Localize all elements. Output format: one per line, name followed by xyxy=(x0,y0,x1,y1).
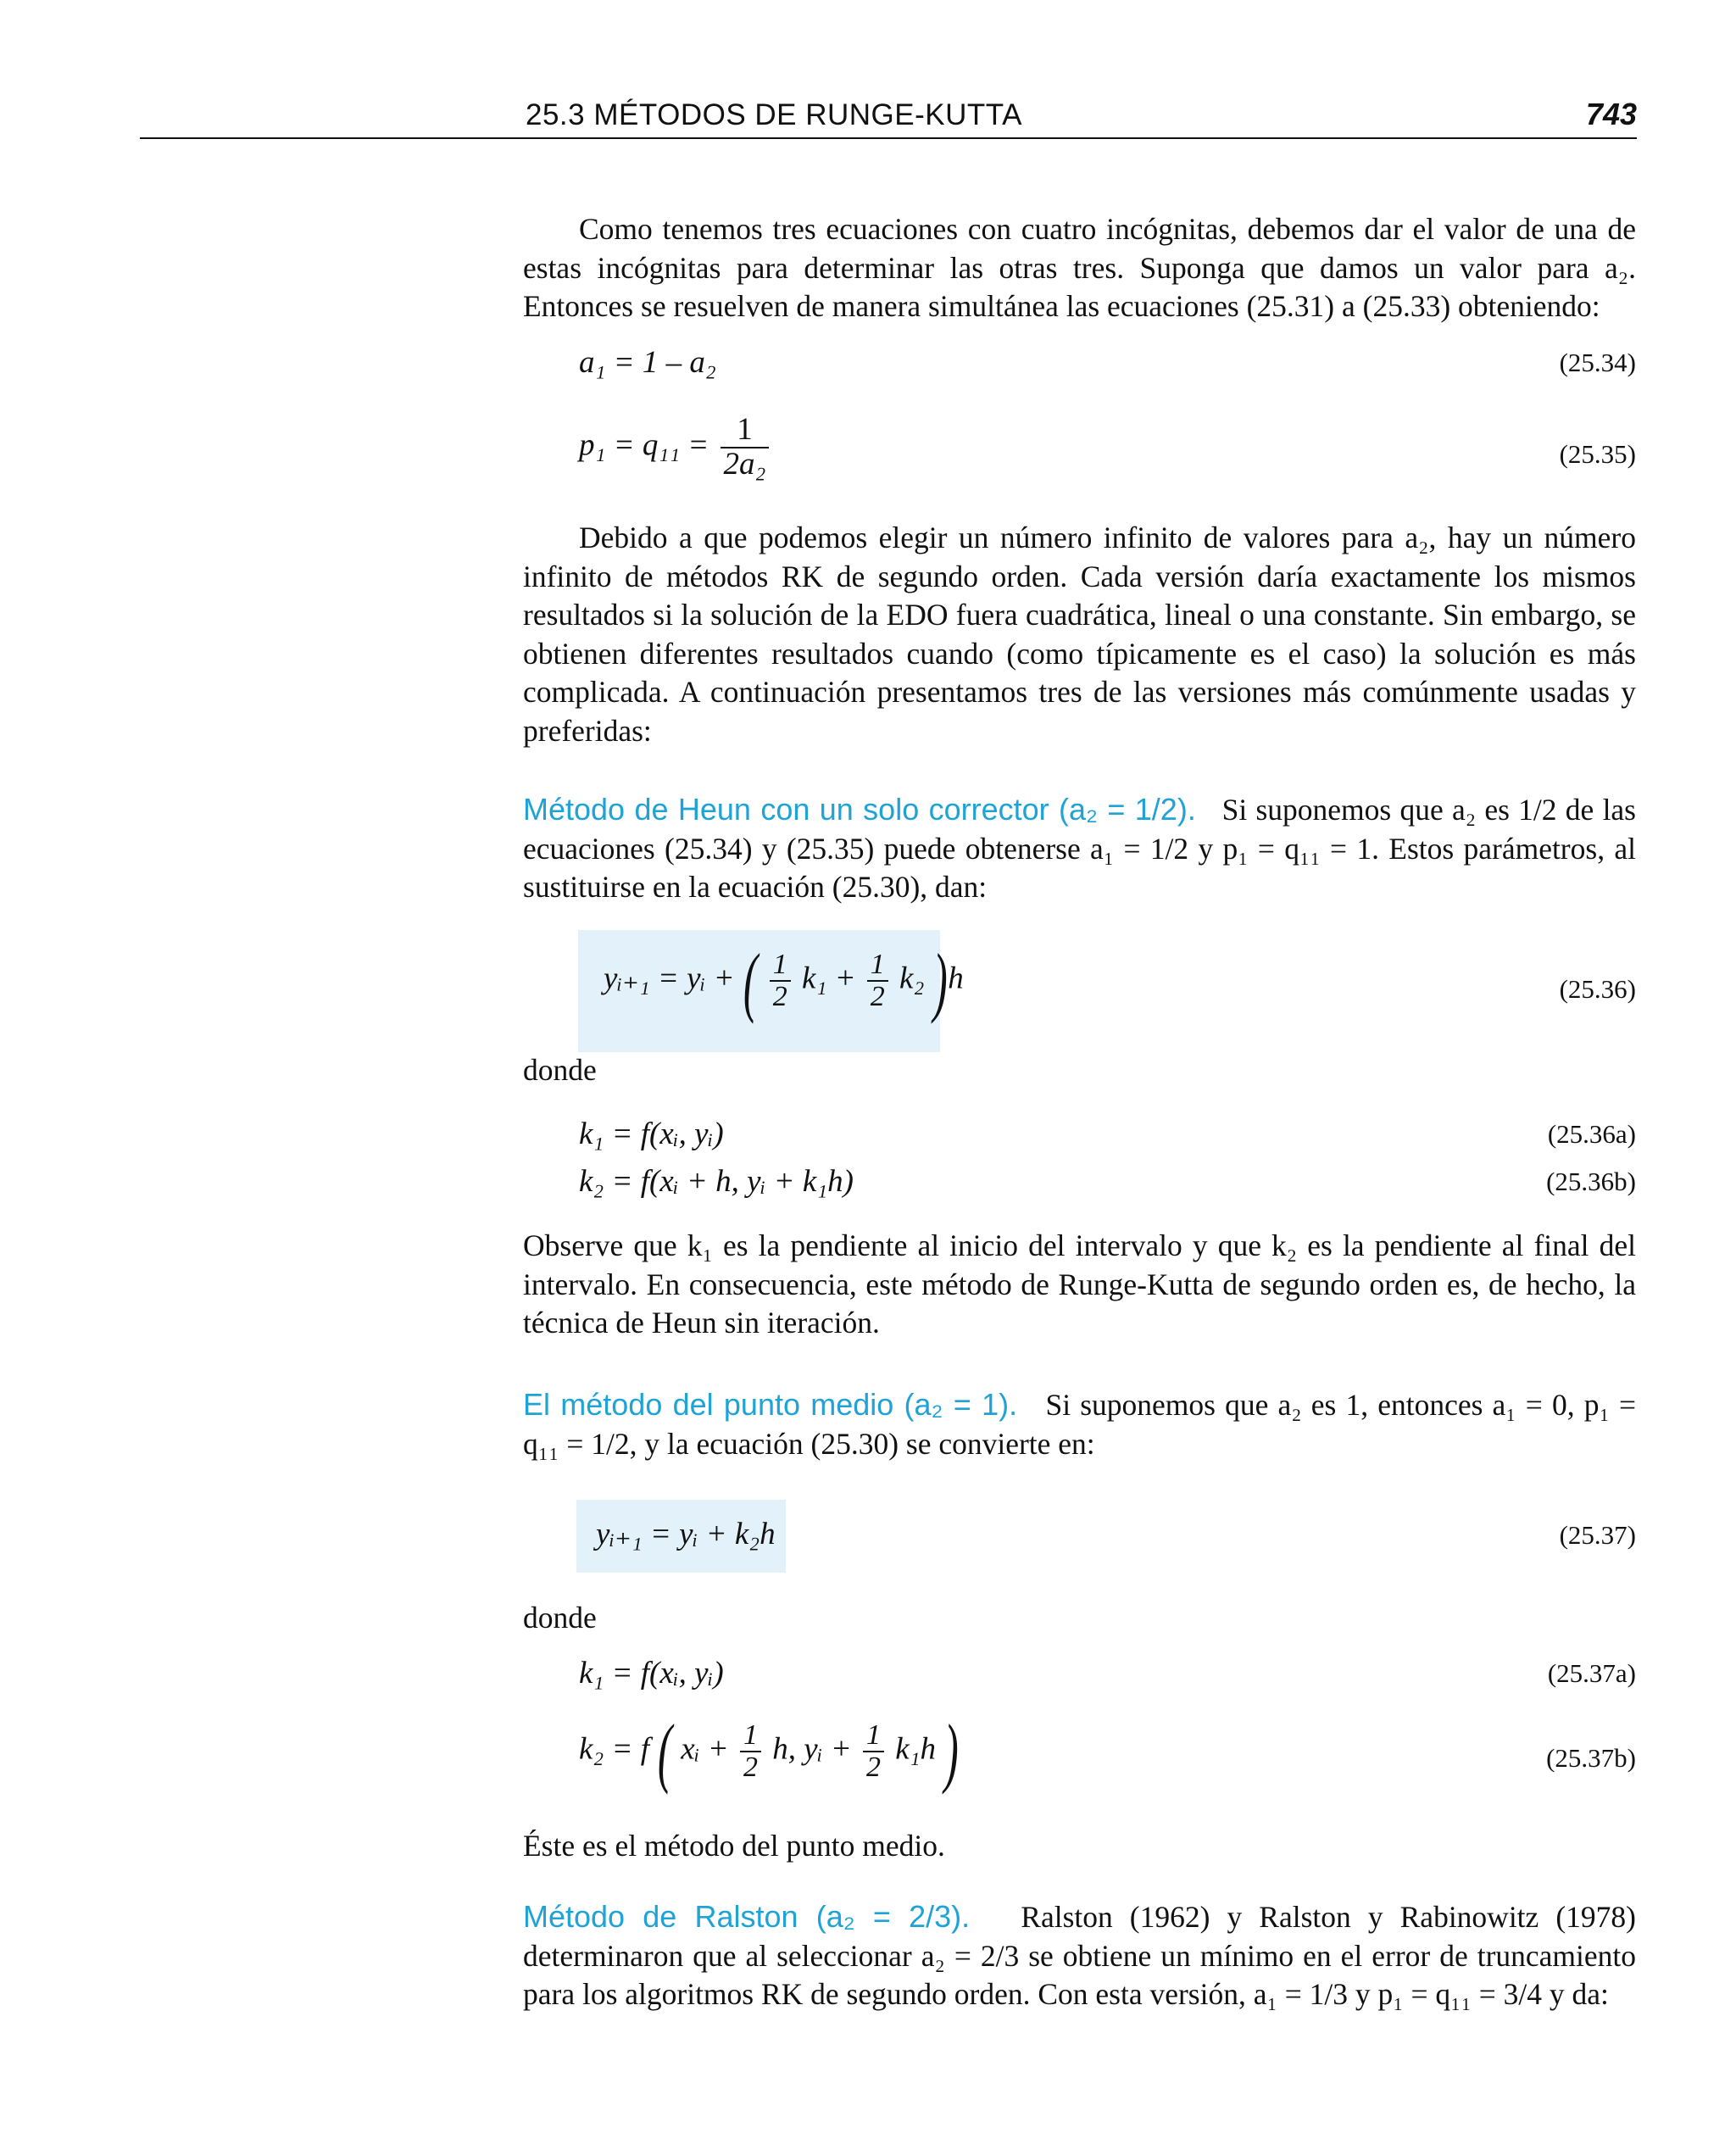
equation-25-35 xyxy=(523,414,1636,499)
term-h-y: h, yᵢ + xyxy=(772,1731,852,1767)
equation-25-34 xyxy=(523,343,1636,385)
equation-content: a₁ = 1 – a₂ xyxy=(579,345,716,380)
equation-content: k₂ = f(xᵢ + h, yᵢ + k₁h) xyxy=(579,1164,854,1199)
section-ralston xyxy=(523,1897,1636,2014)
donde-label xyxy=(523,1599,1636,1638)
term-h: h xyxy=(948,961,964,996)
right-paren: ) xyxy=(944,1708,959,1795)
right-paren: ) xyxy=(932,938,948,1024)
equation-25-36b xyxy=(523,1161,1636,1204)
left-paren: ( xyxy=(743,938,758,1024)
heun-heading: Método de Heun con un solo corrector (a₂ = 1/2). xyxy=(523,792,1196,827)
ralston-paragraph xyxy=(523,1897,1636,2014)
paragraph-text: Observe que k₁ es la pendiente al inicio del intervalo y que k₂ es la pendiente al final del intervalo. En consecuencia, este método de Runge-Kutta de segundo orden es, de hecho, la técnica de Heun sin iteración. xyxy=(523,1228,1636,1340)
donde-text: donde xyxy=(523,1053,597,1087)
term-x: xᵢ + xyxy=(681,1731,729,1767)
donde-text: donde xyxy=(523,1601,597,1635)
fraction-denominator: 2 xyxy=(770,980,791,1012)
running-header xyxy=(140,95,1637,139)
equation-content xyxy=(579,1708,960,1795)
paragraph-versions xyxy=(523,519,1636,750)
equation-content xyxy=(579,414,772,482)
fraction-denominator: 2 xyxy=(867,980,888,1012)
paragraph-intro xyxy=(523,210,1636,326)
left-paren: ( xyxy=(658,1708,673,1795)
equation-lhs: k₂ = f xyxy=(579,1731,650,1767)
heun-text: Si suponemos que a₂ es 1/2 de las ecuaciones (25.34) y (25.35) puede obtenerse a₁ = 1/2 y p₁ = q₁₁ = 1. Estos parámetros, al sustituirse en la ecuación (25.30), dan: xyxy=(523,793,1637,904)
equation-25-37a xyxy=(523,1653,1636,1696)
fraction-numerator: 1 xyxy=(737,412,753,447)
equation-content: yᵢ₊₁ = yᵢ + k₂h xyxy=(596,1517,776,1551)
fraction-half xyxy=(867,950,888,1011)
equation-number: (25.34) xyxy=(1559,348,1636,377)
fraction xyxy=(721,414,770,482)
midpoint-text: Si suponemos que a₂ es 1, entonces a₁ = 0, p₁ = q₁₁ = 1/2, y la ecuación (25.30) se convierte en: xyxy=(523,1388,1636,1461)
equation-content xyxy=(604,938,964,1024)
section-heun xyxy=(523,790,1636,907)
equation-number: (25.35) xyxy=(1559,439,1636,469)
equation-25-37b xyxy=(523,1708,1636,1814)
paragraph-text: Debido a que podemos elegir un número infinito de valores para a₂, hay un número infinito de métodos RK de segundo orden. Cada versión daría exactamente los mismos resultados si la solución de la EDO fuera cuadrática, lineal o una constante. Sin embargo, se obtienen diferentes resultados cuando (como típicamente es el caso) la solución es más complicada. A continuación presentamos tres de las versiones más comúnmente usadas y preferidas: xyxy=(523,521,1636,748)
equation-number: (25.37a) xyxy=(1547,1658,1636,1688)
heun-paragraph xyxy=(523,790,1636,907)
ralston-text: Ralston (1962) y Ralston y Rabinowitz (1978) determinaron que al seleccionar a₂ = 2/3 se obtiene un mínimo en el error de truncamiento para los algoritmos RK de segundo orden. Con esta versión, a₁ = 1/3 y p₁ = q₁₁ = 3/4 y da: xyxy=(523,1900,1636,2011)
fraction-denominator: 2 xyxy=(863,1751,884,1783)
paragraph-heun-explanation xyxy=(523,1227,1636,1343)
term-k1h: k₁h xyxy=(895,1731,936,1767)
equation-25-36 xyxy=(523,930,1636,1052)
fraction-denominator: 2a₂ xyxy=(721,447,770,482)
donde-label xyxy=(523,1051,1636,1090)
term-k2: k₂ xyxy=(899,961,925,996)
equation-number: (25.37) xyxy=(1559,1520,1636,1550)
page-number: 743 xyxy=(1585,97,1637,131)
equation-lhs: p₁ = q₁₁ = xyxy=(579,427,709,463)
fraction-numerator: 1 xyxy=(865,1719,881,1752)
term-k1: k₁ + xyxy=(802,961,856,996)
ralston-heading: Método de Ralston (a₂ = 2/3). xyxy=(523,1899,971,1934)
equation-number: (25.36a) xyxy=(1547,1119,1636,1149)
equation-25-36a xyxy=(523,1114,1636,1156)
section-title: 25.3 MÉTODOS DE RUNGE-KUTTA xyxy=(526,98,1022,131)
paragraph-text: Como tenemos tres ecuaciones con cuatro incógnitas, debemos dar el valor de una de estas incógnitas para determinar las otras tres. Suponga que damos un valor para a₂. Entonces se resuelven de manera simultánea las ecuaciones (25.31) a (25.33) obteniendo: xyxy=(523,212,1636,323)
paragraph-midpoint-explanation xyxy=(523,1827,1636,1866)
equation-25-37 xyxy=(523,1500,1636,1573)
fraction-numerator: 1 xyxy=(743,1719,758,1752)
fraction-numerator: 1 xyxy=(870,949,885,981)
equation-lhs: yᵢ₊₁ = yᵢ + xyxy=(604,961,735,996)
equation-content: k₁ = f(xᵢ, yᵢ) xyxy=(579,1117,724,1151)
equation-number: (25.37b) xyxy=(1546,1743,1636,1773)
equation-number: (25.36) xyxy=(1559,974,1636,1004)
fraction-numerator: 1 xyxy=(772,949,787,981)
fraction-denominator: 2 xyxy=(740,1751,761,1783)
equation-content: k₁ = f(xᵢ, yᵢ) xyxy=(579,1656,724,1690)
midpoint-paragraph xyxy=(523,1385,1636,1463)
paragraph-text: Éste es el método del punto medio. xyxy=(523,1829,945,1863)
fraction-half xyxy=(740,1720,761,1782)
equation-number: (25.36b) xyxy=(1546,1167,1636,1196)
fraction-half xyxy=(863,1720,884,1782)
midpoint-heading: El método del punto medio (a₂ = 1). xyxy=(523,1387,1018,1422)
section-midpoint xyxy=(523,1385,1636,1463)
fraction-half xyxy=(770,950,791,1011)
